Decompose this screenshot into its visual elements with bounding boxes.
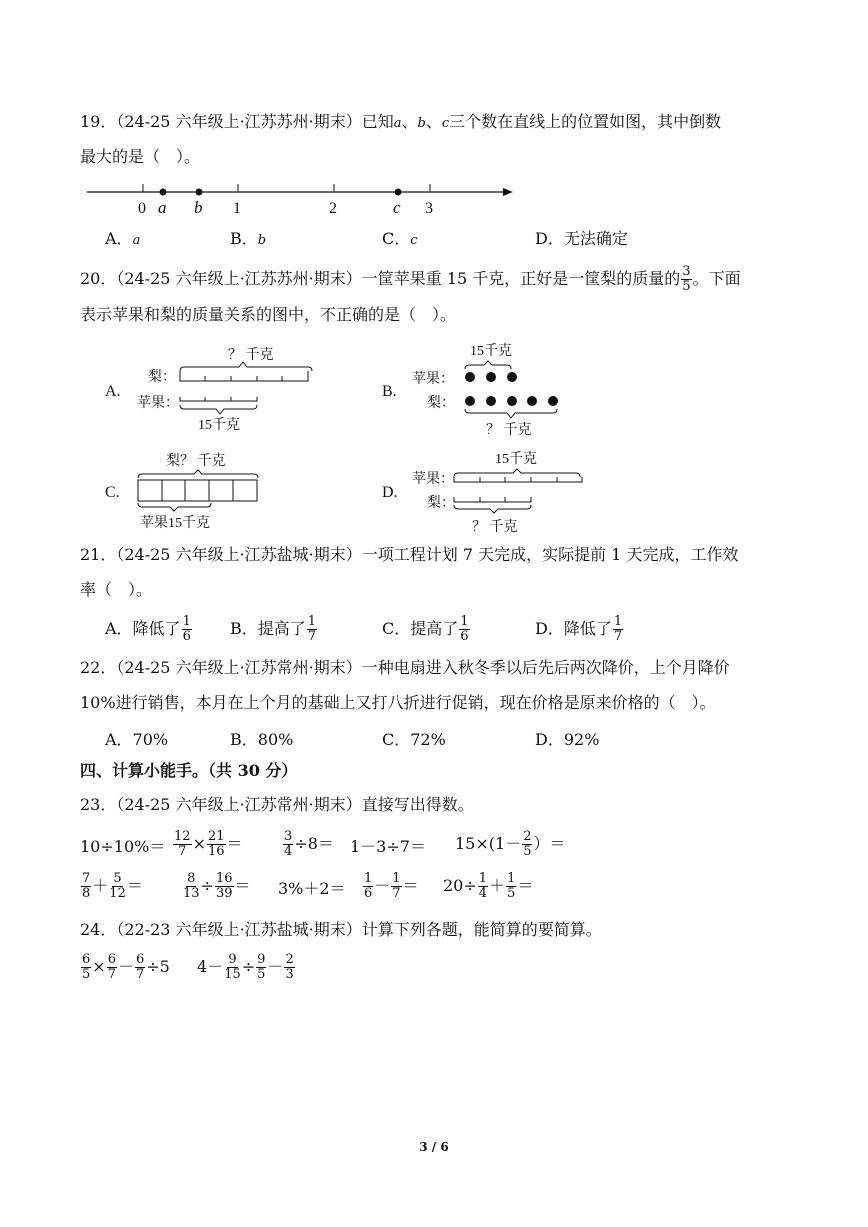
q21-line2	[80, 580, 152, 600]
fraction: $\frac{1}{7}$	[613, 614, 623, 644]
text: ÷	[200, 876, 214, 895]
expr	[362, 872, 419, 901]
text: B．提高了	[230, 619, 306, 638]
text: ÷8＝	[294, 834, 334, 853]
q19-option-a[interactable]	[105, 226, 140, 249]
text: 3%＋2＝	[278, 879, 346, 898]
svg-text:？ 千克: ？ 千克	[486, 423, 532, 438]
point-label: a	[158, 198, 167, 217]
q19-option-c[interactable]	[382, 226, 418, 249]
diagram-c[interactable]	[105, 452, 258, 531]
svg-text:苹果：: 苹果：	[412, 472, 454, 487]
text: 三个数在直线上的位置如图，其中倒数	[449, 112, 722, 131]
fraction: $\frac{2}{3}$	[285, 952, 294, 982]
text: B．80%	[230, 730, 294, 749]
svg-text:15千克: 15千克	[470, 344, 512, 359]
tick-label: 0	[138, 200, 146, 217]
svg-text:15千克: 15千克	[198, 418, 240, 433]
fraction: $\frac{21}{16}$	[207, 829, 225, 859]
fraction: $\frac{6}{7}$	[135, 952, 145, 982]
q20-diagrams	[80, 330, 600, 540]
text: D．92%	[535, 730, 600, 749]
text: 24．（22-23 六年级上·江苏盐城·期末）计算下列各题，能简算的要简算。	[80, 920, 602, 939]
text: －	[374, 876, 391, 895]
text: ＋	[92, 876, 109, 895]
q20-line1	[80, 265, 741, 294]
q23-line1	[80, 795, 474, 815]
q22-option-c[interactable]	[382, 727, 446, 750]
text: ÷5	[146, 957, 170, 976]
fraction: $\frac{5}{12}$	[109, 871, 126, 901]
diagram-a[interactable]	[105, 346, 312, 433]
svg-text:梨？ 千克: 梨？ 千克	[166, 454, 226, 469]
expr	[197, 953, 296, 982]
text: A．	[105, 229, 133, 248]
fraction: $\frac{6}{5}$	[82, 952, 91, 982]
text: 21．（24-25 六年级上·江苏盐城·期末）一项工程计划 7 天完成，实际提前 1 天完成，工作效	[80, 545, 739, 564]
q24-line1	[80, 920, 602, 940]
q22-option-b[interactable]	[230, 727, 293, 750]
q21-option-b[interactable]	[230, 615, 318, 644]
diagram-d[interactable]	[382, 450, 582, 535]
expr	[80, 953, 170, 982]
text: 4－	[197, 957, 224, 976]
fraction: $\frac{1}{6}$	[364, 871, 373, 901]
q21-option-a[interactable]	[105, 615, 193, 644]
q21-option-c[interactable]	[382, 615, 471, 644]
text: ＝	[402, 876, 419, 895]
q21-line1	[80, 545, 738, 565]
text: 表示苹果和梨的质量关系的图中，不正确的是（ ）。	[80, 305, 457, 324]
diagram-b[interactable]	[382, 342, 558, 438]
text: 20．（24-25 六年级上·江苏苏州·期末）一筐苹果重 15 千克，正好是一筐梨的质量的	[80, 269, 681, 288]
expr	[80, 872, 143, 901]
fraction: $\frac{1}{6}$	[460, 614, 469, 644]
svg-text:15千克: 15千克	[495, 452, 537, 467]
point-label: b	[194, 198, 203, 217]
svg-text:A.: A.	[105, 383, 121, 400]
text: C．提高了	[382, 619, 459, 638]
svg-text:梨：: 梨：	[427, 496, 455, 511]
text: 率（ ）。	[80, 580, 153, 599]
text: ＝	[517, 876, 534, 895]
expr	[350, 834, 426, 857]
q19-line2	[80, 147, 200, 167]
arrow-icon	[503, 188, 513, 196]
svg-text:苹果：: 苹果：	[137, 396, 179, 411]
text: 、	[401, 112, 418, 131]
text: －	[267, 957, 284, 976]
point-a	[160, 189, 167, 196]
text: 。下面	[692, 269, 741, 288]
text: ＝	[226, 834, 243, 853]
text: －	[117, 957, 134, 976]
expr	[282, 830, 334, 859]
fraction: $\frac{1}{7}$	[307, 614, 317, 644]
fraction: $\frac{7}{8}$	[82, 871, 91, 901]
fraction: $\frac{3}{4}$	[284, 829, 293, 859]
text: C．72%	[382, 730, 446, 749]
text: ÷	[241, 957, 256, 976]
tick-label: 2	[329, 200, 337, 217]
text: 10÷10%＝	[80, 837, 166, 856]
text: 23．（24-25 六年级上·江苏常州·期末）直接写出得数。	[80, 795, 474, 814]
text: 10%进行销售，本月在上个月的基础上又打八折进行促销，现在价格是原来价格的（ ）。	[80, 693, 716, 712]
text: ＋	[489, 876, 506, 895]
svg-text:？ 千克: ？ 千克	[228, 348, 274, 363]
fraction: $\frac{6}{7}$	[107, 952, 116, 982]
fraction: $\frac{1}{4}$	[478, 871, 488, 901]
expr	[278, 876, 346, 899]
variable: a	[132, 233, 141, 248]
fraction: $\frac{12}{7}$	[174, 829, 191, 859]
text: 15×(1－	[455, 834, 522, 853]
tick-label: 1	[233, 200, 241, 217]
fraction: $\frac{1}{5}$	[507, 871, 516, 901]
text: D．无法确定	[535, 229, 628, 248]
fraction: $\frac{16}{39}$	[215, 871, 233, 901]
text: ×	[192, 834, 206, 853]
q19-option-b[interactable]	[230, 226, 266, 249]
text: A．70%	[105, 730, 169, 749]
text: 20÷	[443, 876, 477, 895]
fraction: $\frac{1}{6}$	[182, 614, 191, 644]
fraction: $\frac{8}{13}$	[183, 871, 200, 901]
text: D．降低了	[535, 619, 612, 638]
tick-label: 3	[425, 200, 433, 217]
svg-text:D.: D.	[382, 484, 398, 501]
expr	[182, 872, 251, 901]
text: C．	[382, 229, 411, 248]
variable: b	[417, 116, 426, 131]
q22-option-d[interactable]	[535, 727, 599, 750]
fraction: $\frac{1}{7}$	[392, 871, 401, 901]
expr	[172, 830, 243, 859]
variable: c	[441, 116, 450, 131]
q22-line2	[80, 693, 716, 713]
fraction: $\frac{2}{5}$	[523, 829, 532, 859]
text: 1－3÷7＝	[350, 837, 426, 856]
text: B．	[230, 229, 258, 248]
text: 、	[425, 112, 442, 131]
fraction: $\frac{3}{5}$	[682, 264, 691, 294]
q19-option-d[interactable]	[535, 226, 628, 249]
variable: c	[410, 233, 418, 248]
svg-text:B.: B.	[382, 383, 397, 400]
text: ＝	[234, 876, 251, 895]
fraction: $\frac{9}{15}$	[224, 952, 241, 982]
text: ）＝	[533, 834, 566, 853]
q19-line1	[80, 112, 721, 134]
q20-line2	[80, 305, 456, 325]
number-line	[85, 180, 515, 220]
text: A．降低了	[105, 619, 181, 638]
q21-option-d[interactable]	[535, 615, 624, 644]
text: ×	[92, 957, 106, 976]
svg-text:梨：: 梨：	[148, 370, 176, 385]
expr	[80, 834, 165, 857]
svg-text:C.: C.	[105, 484, 120, 501]
text: 最大的是（ ）。	[80, 147, 201, 166]
expr	[455, 830, 566, 859]
fraction: $\frac{9}{5}$	[257, 952, 266, 982]
q22-line1	[80, 658, 730, 678]
variable: b	[257, 233, 267, 248]
text: ＝	[126, 876, 143, 895]
text: 19．（24-25 六年级上·江苏苏州·期末）已知	[80, 112, 394, 131]
point-c	[395, 189, 402, 196]
text: 22．（24-25 六年级上·江苏常州·期末）一种电扇进入秋冬季以后先后两次降价，上个月降价	[80, 658, 730, 677]
svg-text:苹果15千克: 苹果15千克	[140, 516, 210, 531]
q22-option-a[interactable]	[105, 727, 168, 750]
svg-text:？ 千克: ？ 千克	[472, 520, 518, 535]
page-number: 3 / 6	[419, 1140, 449, 1154]
section-heading: 四、计算小能手。（共 30 分）	[80, 761, 298, 780]
expr	[443, 872, 533, 901]
point-b	[196, 189, 203, 196]
svg-text:苹果：: 苹果：	[412, 372, 454, 387]
variable: a	[393, 116, 402, 131]
svg-text:梨：: 梨：	[427, 396, 455, 411]
point-label: c	[393, 198, 401, 217]
